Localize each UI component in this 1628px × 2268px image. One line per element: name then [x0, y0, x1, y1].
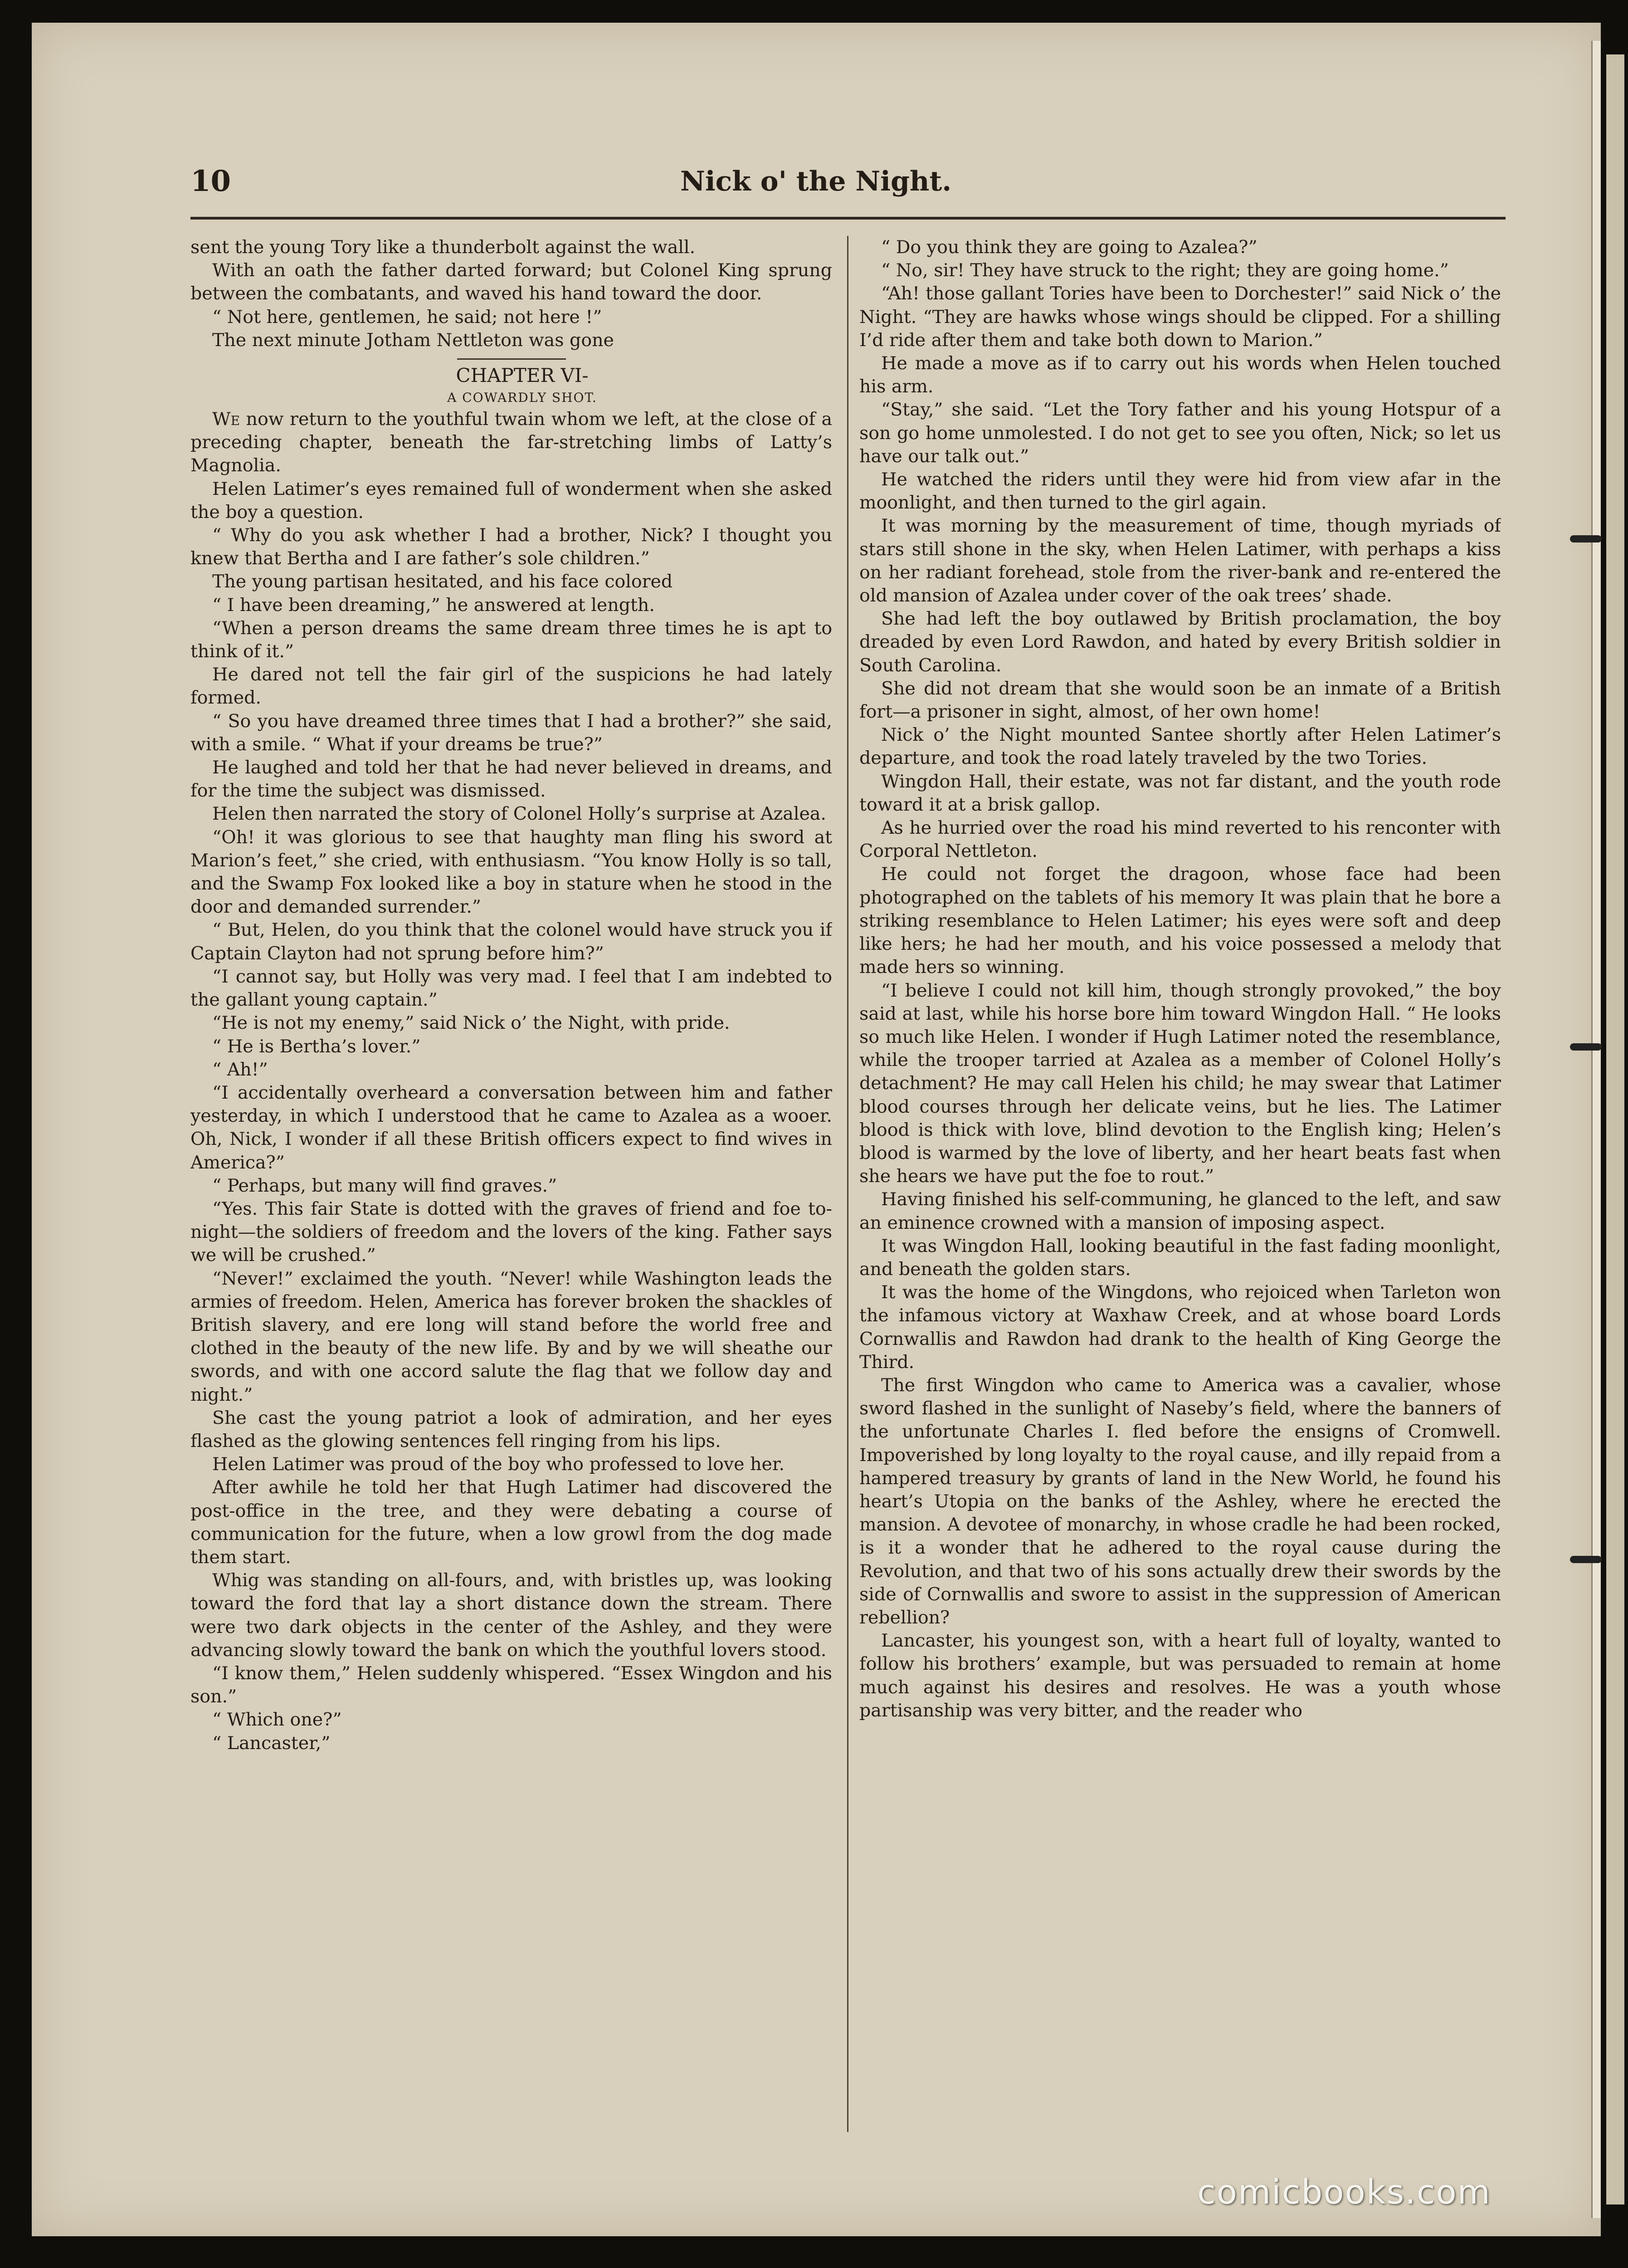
paragraph: “ Ah!”	[212, 1059, 268, 1080]
binding-staple	[1570, 1043, 1602, 1051]
paragraph: Lancaster, his youngest son, with a heart full of loyalty, wanted to follow his brothers’ example, but was persuaded to remain at home much against his desires and resolves. He was a youth whose partisanship was very bitter, and the reader who	[859, 1630, 1501, 1721]
paragraph	[190, 408, 832, 478]
lead-word: We	[212, 409, 240, 430]
paragraph: He could not forget the dragoon, whose face had been photographed on the tablets of his memory It was plain that he bore a striking resemblance to Helen Latimer; his eyes were soft and deep like hers; he had her mouth, and his voice possessed a melody that made hers so winning.	[859, 864, 1501, 978]
right-column	[859, 236, 1501, 2132]
page-edge-shadow	[1606, 54, 1624, 2204]
paragraph: The young partisan hesitated, and his face colored	[212, 571, 673, 592]
paragraph: He watched the riders until they were hid from view afar in the moonlight, and then turned to the girl again.	[859, 469, 1501, 513]
header-rule	[190, 217, 1506, 220]
paragraph: sent the young Tory like a thunderbolt against the wall.	[190, 237, 696, 258]
paragraph: Having finished his self-communing, he glanced to the left, and saw an eminence crowned with a mansion of imposing aspect.	[859, 1189, 1501, 1233]
chapter-rule	[457, 358, 566, 360]
watermark: comicbooks.com	[1197, 2173, 1491, 2212]
paragraph: Helen Latimer’s eyes remained full of wonderment when she asked the boy a question.	[190, 478, 832, 523]
paragraph: “I cannot say, but Holly was very mad. I feel that I am indebted to the gallant young captain.”	[190, 966, 832, 1011]
running-title: Nick o' the Night.	[680, 166, 952, 197]
page-number: 10	[190, 164, 231, 198]
paragraph: The first Wingdon who came to America was a cavalier, whose sword flashed in the sunlight of Naseby’s field, where the banners of the unfortunate Charles I. fled before the ensigns of Cromwell. Impoverished by long loyalty to the royal cause, and illy repaid from a hampered treasury by grants of land in the New World, he found his heart’s Utopia on the banks of the Ashley, where he erected the mansion. A devotee of monarchy, in whose cradle he had been rocked, is it a wonder that he adhered to the royal cause during the Revolution, and that two of his sons actually drew their swords by the side of Cornwallis and swore to assist in the suppression of American rebellion?	[859, 1374, 1501, 1628]
paragraph: It was Wingdon Hall, looking beautiful in the fast fading moonlight, and beneath the golden stars.	[859, 1235, 1501, 1280]
binding-staple	[1570, 1556, 1602, 1563]
paragraph: “ Perhaps, but many will find graves.”	[212, 1175, 557, 1196]
paragraph: With an oath the father darted forward; but Colonel King sprung between the combatants, and waved his hand toward the door.	[190, 260, 832, 304]
paragraph: As he hurried over the road his mind reverted to his renconter with Corporal Nettleton.	[859, 817, 1501, 862]
paragraph: “ Not here, gentlemen, he said; not here !”	[212, 306, 602, 327]
paragraph: “ But, Helen, do you think that the colonel would have struck you if Captain Clayton had not sprung before him?”	[190, 919, 832, 964]
paragraph: Whig was standing on all-fours, and, with bristles up, was looking toward the ford that lay a short distance down the stream. There were two dark objects in the center of the Ashley, and they were advancing slowly toward the bank on which the youthful lovers stood.	[190, 1570, 832, 1661]
paragraph: Wingdon Hall, their estate, was not far distant, and the youth rode toward it at a brisk gallop.	[859, 771, 1501, 815]
paragraph: “Oh! it was glorious to see that haughty man fling his sword at Marion’s feet,” she cried, with enthusiasm. “You know Holly is so tall, and the Swamp Fox looked like a boy in stature when he stood in the door and demanded surrender.”	[190, 826, 832, 918]
paragraph-text: now return to the youthful twain whom we left, at the close of a preceding chapter, beneath the far-stretching limbs of Latty’s Magnolia.	[190, 409, 832, 476]
paragraph: It was the home of the Wingdons, who rejoiced when Tarleton won the infamous victory at Waxhaw Creek, and at whose board Lords Cornwallis and Rawdon had drank to the health of King George the Third.	[859, 1282, 1501, 1373]
paragraph: “ Lancaster,”	[212, 1732, 331, 1754]
paragraph: “I believe I could not kill him, though strongly provoked,” the boy said at last, while his horse bore him toward Wingdon Hall. “ He looks so much like Helen. I wonder if Hugh Latimer noted the resemblance, while the trooper tarried at Azalea as a member of Colonel Holly’s detachment? He may call Helen his child; he may swear that Latimer blood courses through her delicate veins, but he lies. The Latimer blood is thick with love, blind devotion to the English king; Helen’s blood is warmed by the love of liberty, and her heart beats fast when she hears we have put the foe to rout.”	[859, 980, 1501, 1187]
paragraph: “Stay,” she said. “Let the Tory father and his young Hotspur of a son go home unmolested. I do not get to see you often, Nick; so let us have our talk out.”	[859, 399, 1501, 467]
paragraph: Helen Latimer was proud of the boy who professed to love her.	[212, 1454, 785, 1475]
column-divider	[847, 236, 848, 2132]
paragraph: Helen then narrated the story of Colonel Holly’s surprise at Azalea.	[212, 803, 826, 825]
paragraph: The next minute Jotham Nettleton was gone	[212, 329, 614, 351]
paragraph: He made a move as if to carry out his words when Helen touched his arm.	[859, 353, 1501, 397]
paragraph: “Ah! those gallant Tories have been to Dorchester!” said Nick o’ the Night. “They are hawks whose wings should be clipped. For a shilling I’d ride after them and take both down to Marion.”	[859, 283, 1501, 351]
paragraph: After awhile he told her that Hugh Latimer had discovered the post-office in the tree, and they were debating a course of communication for the future, when a low growl from the dog made them start.	[190, 1477, 832, 1568]
paragraph: “Never!” exclaimed the youth. “Never! while Washington leads the armies of freedom. Helen, America has forever broken the shackles of British slavery, and ere long will stand before the world free and clothed in the beauty of the new life. By and by we will sheathe our swords, and with one accord salute the flag that we follow day and night.”	[190, 1268, 832, 1405]
paragraph: He laughed and told her that he had never believed in dreams, and for the time the subject was dismissed.	[190, 757, 832, 802]
paragraph: “I know them,” Helen suddenly whispered. “Essex Wingdon and his son.”	[190, 1662, 832, 1707]
paragraph: She cast the young patriot a look of admiration, and her eyes flashed as the glowing sentences fell ringing from his lips.	[190, 1407, 832, 1452]
paragraph: He dared not tell the fair girl of the suspicions he had lately formed.	[190, 664, 832, 709]
paragraph: She had left the boy outlawed by British proclamation, the boy dreaded by even Lord Rawdon, and hated by every British soldier in South Carolina.	[859, 608, 1501, 676]
paragraph: “ Why do you ask whether I had a brother, Nick? I thought you knew that Bertha and I are father’s sole children.”	[190, 525, 832, 569]
paragraph: “ So you have dreamed three times that I had a brother?” she said, with a smile. “ What if your dreams be true?”	[190, 710, 832, 755]
paragraph: She did not dream that she would soon be an inmate of a British fort—a prisoner in sight, almost, of her own home!	[859, 678, 1501, 723]
paragraph: “ Which one?”	[212, 1709, 342, 1730]
left-column	[190, 236, 832, 2132]
paragraph: It was morning by the measurement of time, though myriads of stars still shone in the sky, when Helen Latimer, with perhaps a kiss on her radiant forehead, stole from the river-bank and re-entered the old mansion of Azalea under cover of the oak trees’ shade.	[859, 515, 1501, 606]
page-edge	[1591, 41, 1601, 2218]
paragraph: “ No, sir! They have struck to the right; they are going home.”	[881, 260, 1449, 281]
page-header	[190, 156, 1542, 206]
paragraph: “Yes. This fair State is dotted with the graves of friend and foe to-night—the soldiers of freedom and the lovers of the king. Father says we will be crushed.”	[190, 1198, 832, 1266]
paragraph: “I accidentally overheard a conversation between him and father yesterday, in which I understood that he came to Azalea as a wooer. Oh, Nick, I wonder if all these British officers expect to find wives in America?”	[190, 1082, 832, 1173]
paragraph: “He is not my enemy,” said Nick o’ the Night, with pride.	[212, 1012, 730, 1034]
paragraph: “ Do you think they are going to Azalea?”	[881, 237, 1258, 258]
paragraph: “ I have been dreaming,” he answered at length.	[212, 594, 655, 616]
paragraph: “When a person dreams the same dream three times he is apt to think of it.”	[190, 617, 832, 662]
paragraph: Nick o’ the Night mounted Santee shortly after Helen Latimer’s departure, and took the road lately traveled by the two Tories.	[859, 724, 1501, 769]
paragraph: “ He is Bertha’s lover.”	[212, 1036, 421, 1057]
chapter-subtitle: A COWARDLY SHOT.	[447, 390, 597, 406]
binding-staple	[1570, 535, 1602, 543]
chapter-title: CHAPTER VI-	[456, 364, 589, 387]
